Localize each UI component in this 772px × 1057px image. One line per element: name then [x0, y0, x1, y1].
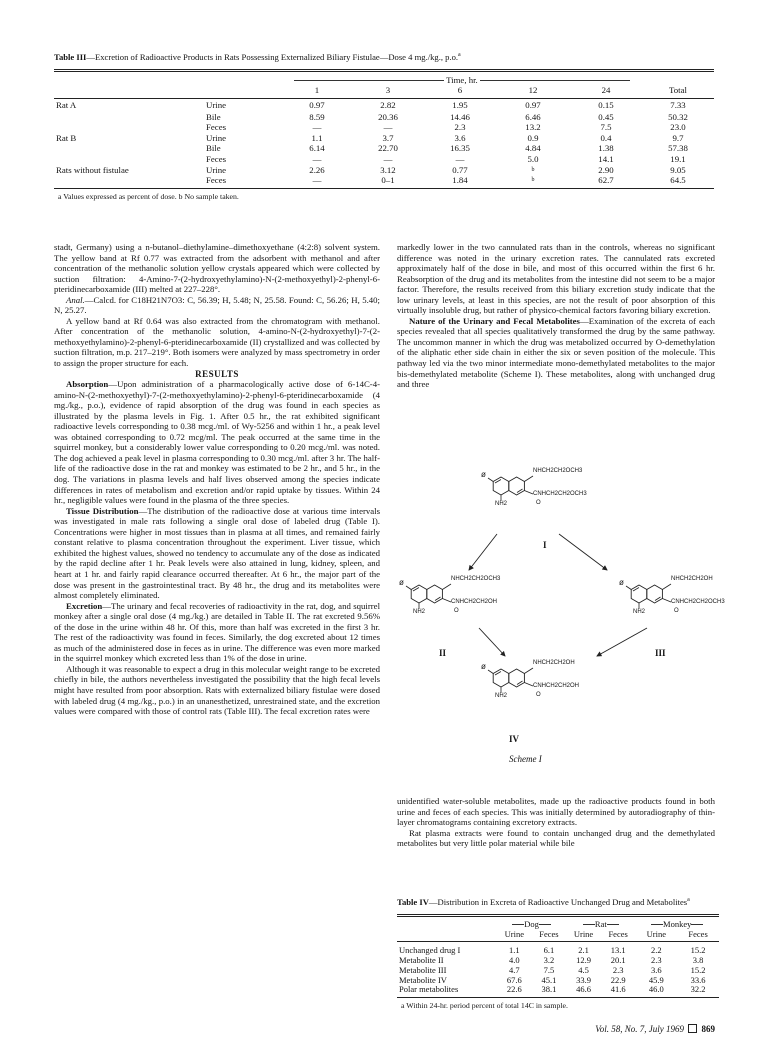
paragraph: stadt, Germany) using a n-butanol–diethylamine–dimethoxyethane (4:2:8) solvent system. The yellow band at Rf 0.77 was extracted from the adsorbent with methanol and after concentration of the methanolic solution yellow crystals appeared which were collected by suction filtration: 4-Amino-7-(2-hydroxyethylamino)-N-(2-methoxyethyl)-2-phenyl-6-pteridinecarboxamide (III) melted at 227–228°.: [54, 242, 380, 295]
metabolic-arrow: [559, 534, 607, 570]
table-iii-grid: [54, 72, 714, 186]
carbonyl-o-label: O: [674, 608, 679, 614]
table-cell: 22.9: [610, 974, 626, 985]
table-cell: 15.2: [690, 945, 706, 956]
row-group: Rats without fistulae: [56, 164, 129, 175]
page-number: 869: [701, 1024, 715, 1034]
table-cell: 2.3: [651, 954, 662, 965]
table-cell: 23.0: [670, 122, 686, 133]
table-cell: —: [383, 122, 393, 133]
table-caption-text: —Excretion of Radioactive Products in Rats Possessing Externalized Biliary Fistulae—Dose 4 mg./kg., p.o.: [86, 51, 459, 62]
column-header: Urine: [646, 928, 666, 939]
run-in-heading: Nature of the Urinary and Fecal Metabolites: [409, 315, 580, 326]
paragraph: Although it was reasonable to expect a drug in this molecular weight range to be excreted chiefly in bile, the authors nevertheless investigated the possibility that the high fecal levels might have resulted from poor absorption. Rats with externalized biliary fistulae were dosed with labeled drug (4 mg./kg., p.o.) in an unanesthetized, unrestrained state, and the excretion values were compared with those of control rats (Table III). The fecal excretion rates were: [54, 663, 380, 717]
carbonyl-o-label: O: [454, 608, 459, 614]
side-chain-top: NHCH2CH2OH: [671, 576, 713, 582]
row-type: Urine: [206, 132, 227, 143]
table-cell: 14.46: [450, 111, 470, 122]
side-chain-top: NHCH2CH2OH: [533, 660, 575, 666]
table-row: [54, 143, 714, 154]
row-type: Urine: [206, 100, 227, 110]
column-header: 3: [385, 85, 391, 96]
table-cell: 46.0: [648, 984, 664, 995]
table-cell: 46.6: [576, 984, 591, 995]
paragraph: A yellow band at Rf 0.64 was also extracted from the chromatogram with methanol. After concentration of the methanolic solution, 4-amino-N-(2-hydroxyethyl)-7-(2-methoxyethylamino)-2-phenyl-6-pteridinecarboxamide (II) crystallized and was collected by suction filtration, m.p. 217–219°. Both isomers were analyzed by mass spectrometry in order to assign the proper structure for each.: [54, 315, 380, 369]
side-chain-top: NHCH2CH2OCH3: [533, 468, 583, 474]
table-iv-footnote: a Within 24-hr. period percent of total 14C in sample.: [401, 1001, 568, 1011]
table-cell: 6.46: [525, 111, 541, 122]
row-type: Bile: [206, 111, 221, 122]
journal-citation: Vol. 58, No. 7, July 1969: [595, 1024, 684, 1034]
paragraph: Absorption—Upon administration of a pharmacologically active dose of 6-14C-4-amino-N-(2-methoxyethyl)-7-(2-methoxyethylamino)-2-phenyl-6-pteridinecarboxamide (4 mg./kg., p.o.), evidence of rapid absorption of the drug was found in each species as illustrated by the plasma levels in Fig. 1. After 0.5 hr., the rat exhibited significant radioactive levels corresponding to 0.38 mcg./ml. of Wy-5256 and within 1 hr., a peak level was obtained corresponding to 0.72 mcg/ml. The peak occurred at the same time in the squirrel monkey, but a considerably lower value corresponding to 0.20 mcg./ml. was noted. The dog achieved a peak level in plasma corresponding to 0.30 mcg./ml. after 3 hr. The half-life of the radioactive dose in the rat and monkey was estimated to be 2 hr., and 5 hr., in the dog. The variations in plasma levels and half lives observed among the species indicate differences in rates of metabolism and excretion and/or rapid uptake by tissues. Within 24 hr., negligible values were found in the plasma of the three species.: [54, 379, 380, 506]
table-cell: 0.45: [598, 111, 614, 122]
table-label: Table III: [54, 51, 87, 62]
row-type: Bile: [206, 143, 221, 154]
table-cell: b: [531, 177, 535, 184]
compound-label: II: [439, 648, 447, 658]
table-cell: 2.82: [380, 100, 396, 110]
table-label: Table IV: [397, 896, 429, 907]
table-cell: 3.2: [543, 954, 555, 965]
phenyl-label: ø: [481, 662, 486, 671]
reaction-arrows: [397, 462, 719, 792]
table-cell: 9.7: [672, 132, 684, 143]
nh2-label: NH2: [633, 609, 646, 615]
right-column-top: [397, 242, 715, 390]
table-cell: 1.38: [598, 143, 614, 154]
page-footer: [595, 1024, 715, 1034]
table-cell: 8.59: [309, 111, 325, 122]
table-cell: 57.38: [668, 143, 688, 154]
table-cell: 3.8: [692, 954, 704, 965]
table-iii-footnote: a Values expressed as percent of dose. b No sample taken.: [58, 191, 239, 201]
nh2-label: NH2: [495, 693, 508, 699]
side-chain-bottom: CNHCH2CH2OH: [533, 683, 580, 689]
paragraph: Nature of the Urinary and Fecal Metabolites—Examination of the excreta of each species revealed that all species qualitatively transformed the drug by the same pathway. The uncommon manner in which the drug was metabolized occurred by O-demethylation of the aliphatic ether side chain in either the six or seven position of the molecule. This pathway led via the two minor intermediate mono-demethylated metabolites to the major bis-demethylated metabolite (Scheme I). These metabolites, along with unchanged drug and three: [397, 315, 715, 390]
table-cell: 20.1: [610, 954, 626, 965]
table-cell: 0–1: [381, 175, 395, 186]
row-label: Unchanged drug I: [399, 945, 461, 956]
row-type: Urine: [206, 164, 227, 175]
row-type: Feces: [206, 153, 227, 164]
table-cell: —: [312, 175, 322, 186]
metabolic-arrow: [479, 628, 505, 656]
paragraph: Tissue Distribution—The distribution of the radioactive dose at various time intervals was investigated in male rats following a single oral dose of labeled drug (Table I). Concentrations were higher in most tissues than in plasma at all times, and remained fairly constant relative to plasma concentration throughout the experiment. Liver tissue, which exhibited the highest values, showed no tendency to accumulate any of the dose as indicated by the rapid decline after 1 hr. Peak levels were also attained in lung, kidney, spleen, and heart at 1 hr. and fairly rapid clearance occurred thereafter. At 6 hr., the major part of the dose was present in the gastrointestinal tract. By 48 hr., the drug and its metabolites were almost completely eliminated.: [54, 505, 381, 601]
row-label: Metabolite III: [399, 964, 447, 975]
right-column-bottom: [397, 796, 715, 849]
table-cell: 3.6: [651, 964, 662, 975]
nh2-label: NH2: [495, 501, 508, 507]
phenyl-label: ø: [481, 470, 486, 479]
caption-footnote-mark: a: [687, 897, 690, 903]
species-header: [566, 917, 635, 930]
table-cell: 0.15: [598, 100, 614, 110]
carbonyl-o-label: O: [536, 500, 541, 506]
row-group: [54, 154, 204, 165]
table-cell: 32.2: [690, 984, 706, 995]
table-cell: 33.9: [576, 974, 591, 985]
table-cell: 0.97: [525, 100, 541, 110]
row-type: Feces: [206, 175, 227, 186]
table-cell: 2.2: [651, 945, 662, 956]
table-cell: 2.26: [309, 164, 325, 175]
paragraph: unidentified water-soluble metabolites, made up the radioactive products found in both urine and feces of each species. This was initially determined by autoradiography of thin-layer chromatograms containing excretory extracts.: [397, 796, 715, 828]
table-cell: 41.6: [610, 984, 626, 995]
time-header: Time, hr.: [282, 72, 642, 86]
table-cell: —: [312, 122, 322, 133]
section-heading: RESULTS: [195, 368, 239, 379]
species-label: Rat: [594, 918, 607, 929]
side-chain-bottom: CNHCH2CH2OCH3: [671, 599, 725, 605]
column-header: Feces: [688, 928, 708, 939]
compound-label: III: [655, 648, 666, 658]
side-chain-top: NHCH2CH2OCH3: [451, 576, 501, 582]
table-cell: —: [455, 153, 465, 164]
row-group: [54, 175, 204, 186]
table-cell: 13.1: [610, 945, 626, 956]
scheme-caption: Scheme I: [509, 754, 542, 764]
table-cell: 2.90: [598, 164, 614, 175]
table-cell: 6.1: [543, 945, 555, 956]
compound-label: I: [543, 540, 547, 550]
column-header: Urine: [573, 928, 594, 939]
table-cell: 1.1: [508, 945, 520, 956]
side-chain-bottom: CNHCH2CH2OH: [451, 599, 498, 605]
table-cell: 15.2: [690, 964, 706, 975]
table-cell: 2.1: [578, 945, 589, 956]
column-header: 6: [457, 85, 463, 96]
table-cell: b: [531, 166, 535, 173]
table-iv-caption: [397, 895, 719, 908]
table-cell: 45.9: [648, 974, 664, 985]
table-cell: 0.77: [452, 164, 468, 175]
species-header: [497, 917, 566, 930]
species-label: Monkey: [663, 918, 692, 929]
table-cell: 22.6: [506, 984, 522, 995]
table-cell: 22.70: [378, 143, 398, 154]
table-caption-text: —Distribution in Excreta of Radioactive Unchanged Drug and Metabolites: [428, 896, 688, 907]
table-cell: 1.84: [452, 175, 468, 186]
table-cell: 7.5: [543, 964, 555, 975]
table-cell: 50.32: [668, 111, 688, 122]
run-in-heading: Tissue Distribution: [66, 505, 139, 516]
side-chain-bottom: CNHCH2CH2OCH3: [533, 491, 587, 497]
table-cell: 3.7: [382, 132, 394, 143]
box-ornament: [688, 1024, 697, 1033]
table-cell: 4.5: [578, 964, 589, 975]
row-label: Metabolite IV: [399, 974, 447, 985]
table-cell: 4.84: [525, 143, 541, 154]
table-iii-caption: [54, 50, 714, 63]
nh2-label: NH2: [413, 609, 426, 615]
table-cell: 2.3: [454, 122, 466, 133]
table-cell: 45.1: [541, 974, 557, 985]
table-cell: 0.4: [600, 132, 612, 143]
table-cell: 0.9: [527, 132, 539, 143]
row-group: [54, 112, 204, 123]
table-iv-grid: [397, 917, 719, 995]
table-cell: 62.7: [598, 175, 614, 186]
phenyl-label: ø: [619, 578, 624, 587]
table-cell: 3.6: [454, 132, 466, 143]
column-header: 1: [314, 85, 320, 96]
species-label: Dog: [524, 918, 539, 929]
table-cell: 6.14: [309, 143, 325, 154]
compound-label: IV: [509, 734, 520, 744]
left-column: [54, 242, 380, 717]
table-cell: 2.3: [612, 964, 624, 975]
table-row: [54, 175, 714, 186]
table-cell: 1.95: [452, 100, 468, 110]
table-iv: [397, 895, 719, 1011]
table-cell: 0.97: [309, 100, 325, 110]
column-header: 24: [601, 85, 611, 96]
table-cell: 7.5: [600, 122, 612, 133]
table-row: [397, 985, 719, 995]
table-row: [54, 112, 714, 123]
scheme-i: [397, 462, 725, 792]
table-cell: 4.0: [508, 954, 520, 965]
table-cell: 3.12: [380, 164, 396, 175]
table-cell: 13.2: [525, 122, 541, 133]
paragraph: markedly lower in the two cannulated rats than in the controls, whereas no significant difference was noted in the urinary excretion rates. The cannulated rats excreted approximately half of the dose in bile, and most of this occurred within the first 6 hr. Reabsorption of the drug and its metabolites from the intestine did not seem to be a major factor. Therefore, the results received from this biliary excretion study indicate that the low urinary levels, at least in this species, are not the result of poor absorption of this virtually insoluble drug, but rather of physico-chemical factors favoring biliary excretion.: [397, 242, 715, 316]
table-cell: 33.6: [690, 974, 706, 985]
paragraph: Rat plasma extracts were found to contain unchanged drug and the demethylated metabolites but very little polar material while bile: [397, 827, 715, 849]
table-iii: [54, 50, 714, 202]
table-cell: 5.0: [527, 153, 539, 164]
metabolic-arrow: [469, 534, 497, 570]
table-cell: 16.35: [450, 143, 470, 154]
table-row: [54, 99, 714, 112]
column-header: Feces: [539, 928, 559, 939]
run-in-label: Anal.: [66, 294, 85, 305]
table-row: [54, 154, 714, 165]
table-cell: 7.33: [670, 100, 686, 110]
table-cell: 64.5: [670, 175, 686, 186]
table-cell: 20.36: [378, 111, 398, 122]
table-cell: —: [312, 153, 322, 164]
run-in-heading: Excretion: [66, 600, 103, 611]
table-row: [397, 942, 719, 956]
column-header: 12: [528, 85, 538, 96]
paragraph: Excretion—The urinary and fecal recoveries of radioactivity in the rat, dog, and squirrel monkey after a single oral dose (4 mg./kg.) are detailed in Table II. The rat excreted 9.56% of the dose in the urine within 48 hr. Of this, more than half was excreted in the first 3 hr. The rest of the radioactivity was found in feces. Similarly, the dog excreted about 12 times as much of the administered dose in feces as in urine. The difference was even more marked in the squirrel monkey which excreted less than 1% of the dose in urine.: [54, 600, 380, 664]
carbonyl-o-label: O: [536, 692, 541, 698]
table-cell: 9.05: [670, 164, 686, 175]
table-cell: 14.1: [598, 153, 614, 164]
row-label: Polar metabolites: [399, 984, 459, 995]
column-header: Urine: [504, 928, 524, 939]
row-group: Rat B: [56, 132, 77, 143]
table-cell: 38.1: [541, 984, 557, 995]
table-cell: 12.9: [576, 954, 591, 965]
row-type: Feces: [206, 122, 227, 133]
table-cell: 1.1: [311, 132, 323, 143]
run-in-heading: Absorption: [66, 379, 109, 390]
table-row: [54, 122, 714, 133]
table-cell: —: [383, 153, 393, 164]
row-group: [54, 122, 204, 133]
row-group: Rat A: [56, 100, 77, 110]
table-row: [54, 133, 714, 144]
table-row: [54, 165, 714, 176]
row-label: Metabolite II: [399, 954, 444, 965]
table-cell: 67.6: [506, 974, 522, 985]
paragraph: Anal.—Calcd. for C18H21N7O3: C, 56.39; H, 5.48; N, 25.58. Found: C, 56.26; H, 5.40; N, 25.27.: [54, 294, 380, 316]
species-header: [635, 917, 719, 930]
row-group: [54, 143, 204, 154]
caption-footnote-mark: a: [458, 52, 461, 58]
column-header: Feces: [608, 928, 628, 939]
column-header: Total: [669, 85, 687, 96]
table-cell: 19.1: [670, 153, 686, 164]
table-cell: 4.7: [508, 964, 520, 975]
phenyl-label: ø: [399, 578, 404, 587]
metabolic-arrow: [597, 628, 647, 656]
